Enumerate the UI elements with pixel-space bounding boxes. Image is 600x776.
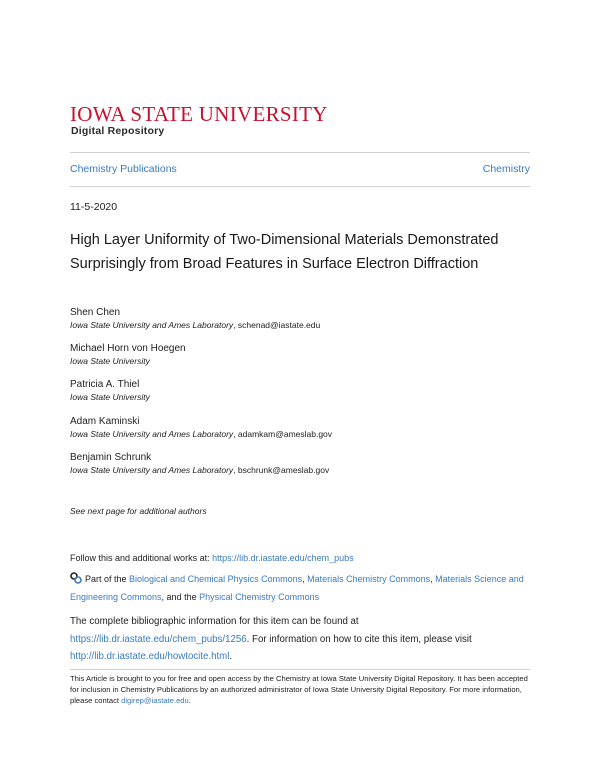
materials-science-engineering-commons-link[interactable]: Materials Science and Engineering Commons	[70, 574, 524, 602]
author-email: adamkam@ameslab.gov	[237, 429, 333, 439]
author-affiliation: Iowa State University	[70, 356, 150, 366]
nav-divider	[70, 186, 530, 187]
footer-notice: This Article is brought to you for free and open access by the Chemistry at Iowa State University Digital Repository. It has been accepted for inclusion in Chemistry Publications by an authorized administrator of Iowa State University Digital Repository. For more information, please contact digirep@iastate.edu.	[70, 674, 528, 705]
author-name: Adam Kaminski	[70, 416, 140, 427]
see-next-page-note: See next page for additional authors	[70, 506, 207, 516]
top-divider	[70, 152, 530, 153]
chemistry-publications-link[interactable]: Chemistry Publications	[70, 163, 177, 175]
item-url-link[interactable]: https://lib.dr.iastate.edu/chem_pubs/1256	[70, 633, 247, 645]
chem-pubs-url-link[interactable]: https://lib.dr.iastate.edu/chem_pubs	[212, 553, 354, 563]
repository-label: Digital Repository	[71, 125, 165, 137]
physical-chemistry-commons-link[interactable]: Physical Chemistry Commons	[199, 592, 320, 602]
article-title: High Layer Uniformity of Two-Dimensional Materials Demonstrated Surprisingly from Broad Features in Surface Electron Diffraction	[70, 232, 499, 272]
author-name: Shen Chen	[70, 307, 121, 318]
materials-chemistry-commons-link[interactable]: Materials Chemistry Commons	[307, 574, 431, 584]
bibliographic-info: The complete bibliographic information for this item can be found at https://lib.dr.iastate.edu/chem_pubs/1256. For information on how to cite this item, please visit http://lib.dr.iastate.edu/howtocite.html.	[70, 616, 472, 662]
publication-date: 11-5-2020	[70, 201, 118, 213]
author-affiliation: Iowa State University	[70, 392, 150, 402]
author-affiliation: Iowa State University and Ames Laboratory, bschrunk@ameslab.gov	[70, 465, 330, 475]
follow-line: Follow this and additional works at: https://lib.dr.iastate.edu/chem_pubs	[70, 553, 354, 563]
chemistry-link[interactable]: Chemistry	[482, 163, 530, 175]
author-name: Patricia A. Thiel	[70, 379, 140, 390]
part-of-commons: Part of the Biological and Chemical Physics Commons, Materials Chemistry Commons, Materials Science and Engineering Commons, and the Physical Chemistry Commons	[70, 574, 524, 602]
author-email: bschrunk@ameslab.gov	[237, 465, 330, 475]
author-name: Michael Horn von Hoegen	[70, 343, 186, 354]
how-to-cite-link[interactable]: http://lib.dr.iastate.edu/howtocite.html	[70, 651, 230, 662]
author-email: schenad@iastate.edu	[237, 320, 321, 330]
author-affiliation: Iowa State University and Ames Laboratory, schenad@iastate.edu	[70, 320, 321, 330]
contact-email-link[interactable]: digirep@iastate.edu	[121, 696, 189, 705]
footer-divider	[70, 669, 530, 670]
university-logo: IOWA STATE UNIVERSITY	[70, 102, 328, 126]
biological-chemical-physics-commons-link[interactable]: Biological and Chemical Physics Commons	[129, 574, 303, 584]
author-affiliation: Iowa State University and Ames Laboratory, adamkam@ameslab.gov	[70, 429, 333, 439]
commons-network-icon	[70, 572, 82, 589]
author-name: Benjamin Schrunk	[70, 452, 152, 463]
